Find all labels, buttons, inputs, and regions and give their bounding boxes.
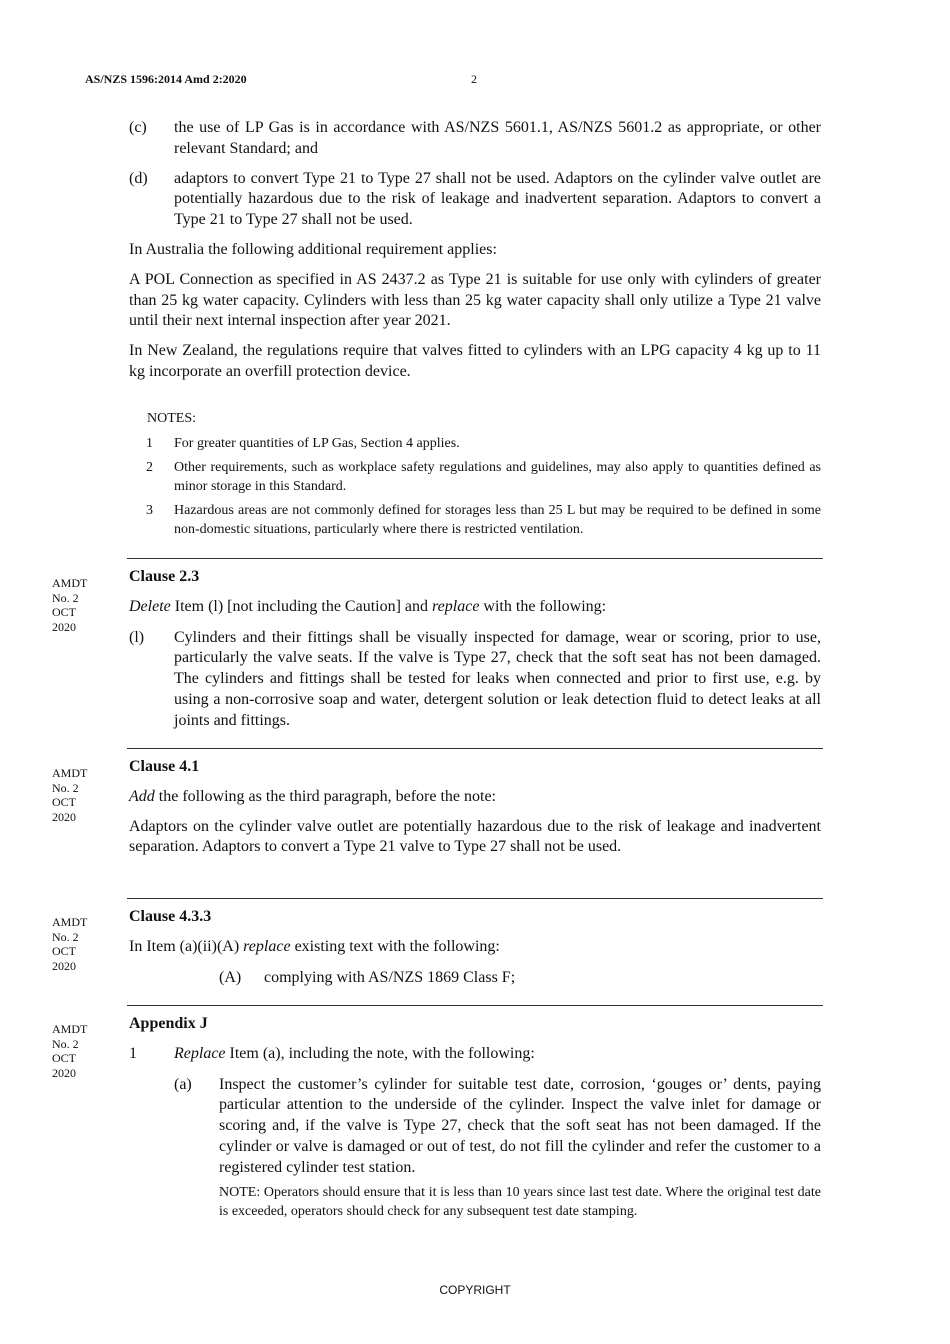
new-zealand-requirement: In New Zealand, the regulations require that valves fitted to cylinders with an LPG capacity 4 kg up to 11 kg incorporate an overfill protection device. — [129, 342, 821, 380]
note-number: 1 — [146, 436, 153, 451]
list-item-label: (A) — [219, 968, 242, 986]
list-item-A — [129, 968, 821, 989]
note-text: Other requirements, such as workplace safety regulations and guidelines, may also apply to quantities defined as minor storage in this Standard. — [174, 459, 821, 494]
list-item-l — [129, 628, 821, 732]
page-number: 2 — [471, 72, 477, 86]
section-divider — [127, 898, 823, 899]
amendment-marker: AMDT No. 2 OCT 2020 — [52, 766, 88, 824]
section-divider — [127, 558, 823, 559]
step-text: Replace Item (a), including the note, with the following: — [174, 1044, 535, 1062]
clause-text: Adaptors on the cylinder valve outlet are potentially hazardous due to the risk of leakage and inadvertent separation. Adaptors to convert a Type 21 valve to Type 27 shall not be used. — [129, 817, 821, 856]
amendment-marker: AMDT No. 2 OCT 2020 — [52, 576, 88, 634]
clause-heading: Clause 2.3 — [129, 568, 200, 585]
step-number: 1 — [129, 1044, 137, 1062]
notes-list — [129, 434, 821, 540]
list-item-label: (d) — [129, 169, 148, 187]
notes-block — [147, 410, 821, 428]
list-item-text: complying with AS/NZS 1869 Class F; — [264, 968, 516, 986]
list-item-label: (c) — [129, 119, 147, 136]
section-divider — [127, 748, 823, 749]
amendment-marker: AMDT No. 2 OCT 2020 — [52, 1022, 88, 1080]
note-number: 2 — [146, 459, 153, 475]
list-item-d — [129, 169, 821, 231]
note-item — [129, 434, 821, 454]
clause-4-1 — [129, 757, 821, 858]
list-item-a — [129, 1075, 821, 1179]
list-item-label: (a) — [174, 1075, 192, 1093]
clause-2-3 — [129, 567, 821, 732]
list-item-text: adaptors to convert Type 21 to Type 27 shall not be used. Adaptors on the cylinder valve outlet are potentially hazardous due to the risk of leakage and inadvertent separation. Adaptors to convert a Type 21 to Type 27 shall not be used. — [174, 169, 821, 229]
appendix-step — [129, 1044, 821, 1065]
clause-heading: Appendix J — [129, 1015, 208, 1032]
list-item-c — [129, 118, 821, 160]
note-item — [129, 458, 821, 497]
amendment-marker: AMDT No. 2 OCT 2020 — [52, 915, 88, 973]
list-item-label: (l) — [129, 628, 145, 646]
top-list — [129, 118, 821, 383]
note-item — [129, 501, 821, 540]
australia-requirement: A POL Connection as specified in AS 2437.2 as Type 21 is suitable for use only with cylinders of greater than 25 kg water capacity. Cylinders with less than 25 kg water capacity shall only utilize a Type 21 valve until their next internal inspection after year 2021. — [129, 270, 821, 330]
list-item-text: Cylinders and their fittings shall be visually inspected for damage, wear or scoring, prior to use, particularly the valve seats. If the valve is Type 27, check that the soft seat has not been damaged. The cylinders and fittings shall be tested for leaks when connected and prior to first use, e.g. by using a non-corrosive soap and water, detergent solution or leak detection fluid to detect leaks at all joints and fittings. — [174, 628, 821, 729]
note-text: For greater quantities of LP Gas, Section 4 applies. — [174, 436, 460, 451]
clause-instruction: Add the following as the third paragraph, before the note: — [129, 787, 496, 805]
appendix-note: NOTE: Operators should ensure that it is less than 10 years since last test date. Where the original test date is exceeded, operators should check for any subsequent test date stamping. — [219, 1184, 821, 1220]
list-item-text: Inspect the customer’s cylinder for suitable test date, corrosion, ‘gouges or’ dents, paying particular attention to the underside of the cylinder. Inspect the valve inlet for damage or scoring and, if the valve is Type 27, check that the soft seat has not been damaged. If the cylinder or valve is damaged or out of test, do not fill the cylinder and refer the customer to a registered cylinder test station. — [219, 1075, 821, 1176]
australia-intro: In Australia the following additional requirement applies: — [129, 240, 497, 258]
document-standard-id: AS/NZS 1596:2014 Amd 2:2020 — [85, 72, 247, 86]
clause-4-3-3 — [129, 907, 821, 988]
list-item-text: the use of LP Gas is in accordance with AS/NZS 5601.1, AS/NZS 5601.2 as appropriate, or other relevant Standard; and — [174, 119, 821, 157]
section-divider — [127, 1005, 823, 1006]
copyright-footer: COPYRIGHT — [439, 1283, 511, 1297]
note-text: Hazardous areas are not commonly defined for storages less than 25 L but may be required to be defined in some non-domestic situations, particularly where there is restricted ventilation. — [174, 502, 821, 537]
clause-instruction: Delete Item (l) [not including the Caution] and replace with the following: — [129, 597, 607, 615]
clause-heading: Clause 4.1 — [129, 758, 200, 775]
notes-heading: NOTES: — [147, 411, 196, 426]
appendix-j — [129, 1014, 821, 1222]
clause-heading: Clause 4.3.3 — [129, 908, 212, 925]
note-number: 3 — [146, 502, 153, 518]
clause-instruction: In Item (a)(ii)(A) replace existing text with the following: — [129, 937, 500, 955]
